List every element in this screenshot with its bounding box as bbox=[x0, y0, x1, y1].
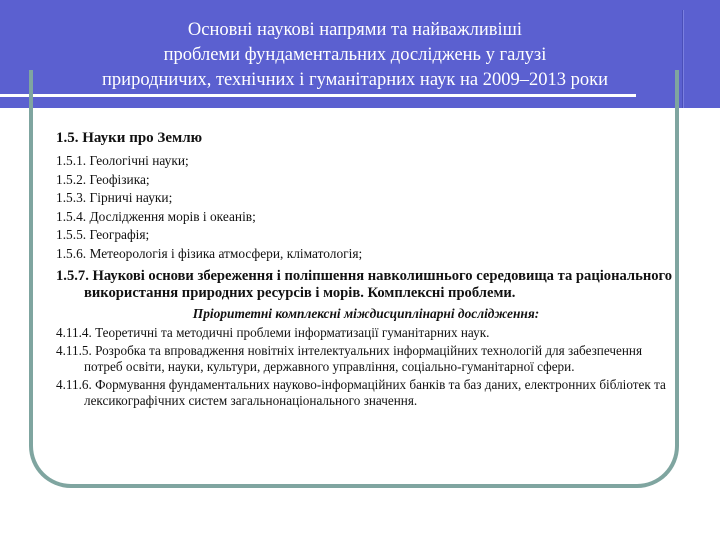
subsection-item: 1.5.2. Геофізика; bbox=[56, 171, 150, 187]
title-band-tab bbox=[683, 10, 720, 108]
subsection-item: 1.5.1. Геологічні науки; bbox=[56, 153, 189, 168]
section-heading: 1.5. Науки про Землю bbox=[56, 130, 203, 146]
subsection-item: 1.5.3. Гірничі науки; bbox=[56, 190, 173, 206]
priority-item: 4.11.6. Формування фундаментальних науково-інформаційних банків та баз даних, електронних бібліотек та лексикографічних систем загальнонаціонального значення. bbox=[56, 377, 666, 409]
priority-heading: Пріоритетні комплексні міждисциплінарні дослідження: bbox=[192, 305, 540, 321]
subsection-item: 1.5.4. Дослідження морів і океанів; bbox=[56, 208, 256, 224]
slide-title-line: Основні наукові напрями та найважливіші bbox=[187, 20, 523, 40]
subsection-item-bold: 1.5.7. Наукові основи збереження і поліпшення навколишнього середовища та раціонального використання природних ресурсів і морів. Комплексні проблеми. bbox=[56, 267, 673, 301]
slide-title-line: природничих, технічних і гуманітарних наук на 2009–2013 роки bbox=[102, 70, 608, 90]
priority-item: 4.11.4. Теоретичні та методичні проблеми інформатизації гуманітарних наук. bbox=[56, 324, 490, 340]
priority-item: 4.11.5. Розробка та впровадження новітніх інтелектуальних інформаційних технологій для забезпечення потреб освіти, науки, культури, державного управління, соціально-гуманітарної сфери. bbox=[56, 342, 643, 374]
subsection-item: 1.5.6. Метеорологія і фізика атмосфери, кліматологія; bbox=[56, 245, 363, 261]
slide-body bbox=[56, 128, 676, 410]
subsection-item: 1.5.5. Географія; bbox=[56, 227, 150, 243]
slide-title-line: проблеми фундаментальних досліджень у галузі bbox=[163, 45, 547, 65]
